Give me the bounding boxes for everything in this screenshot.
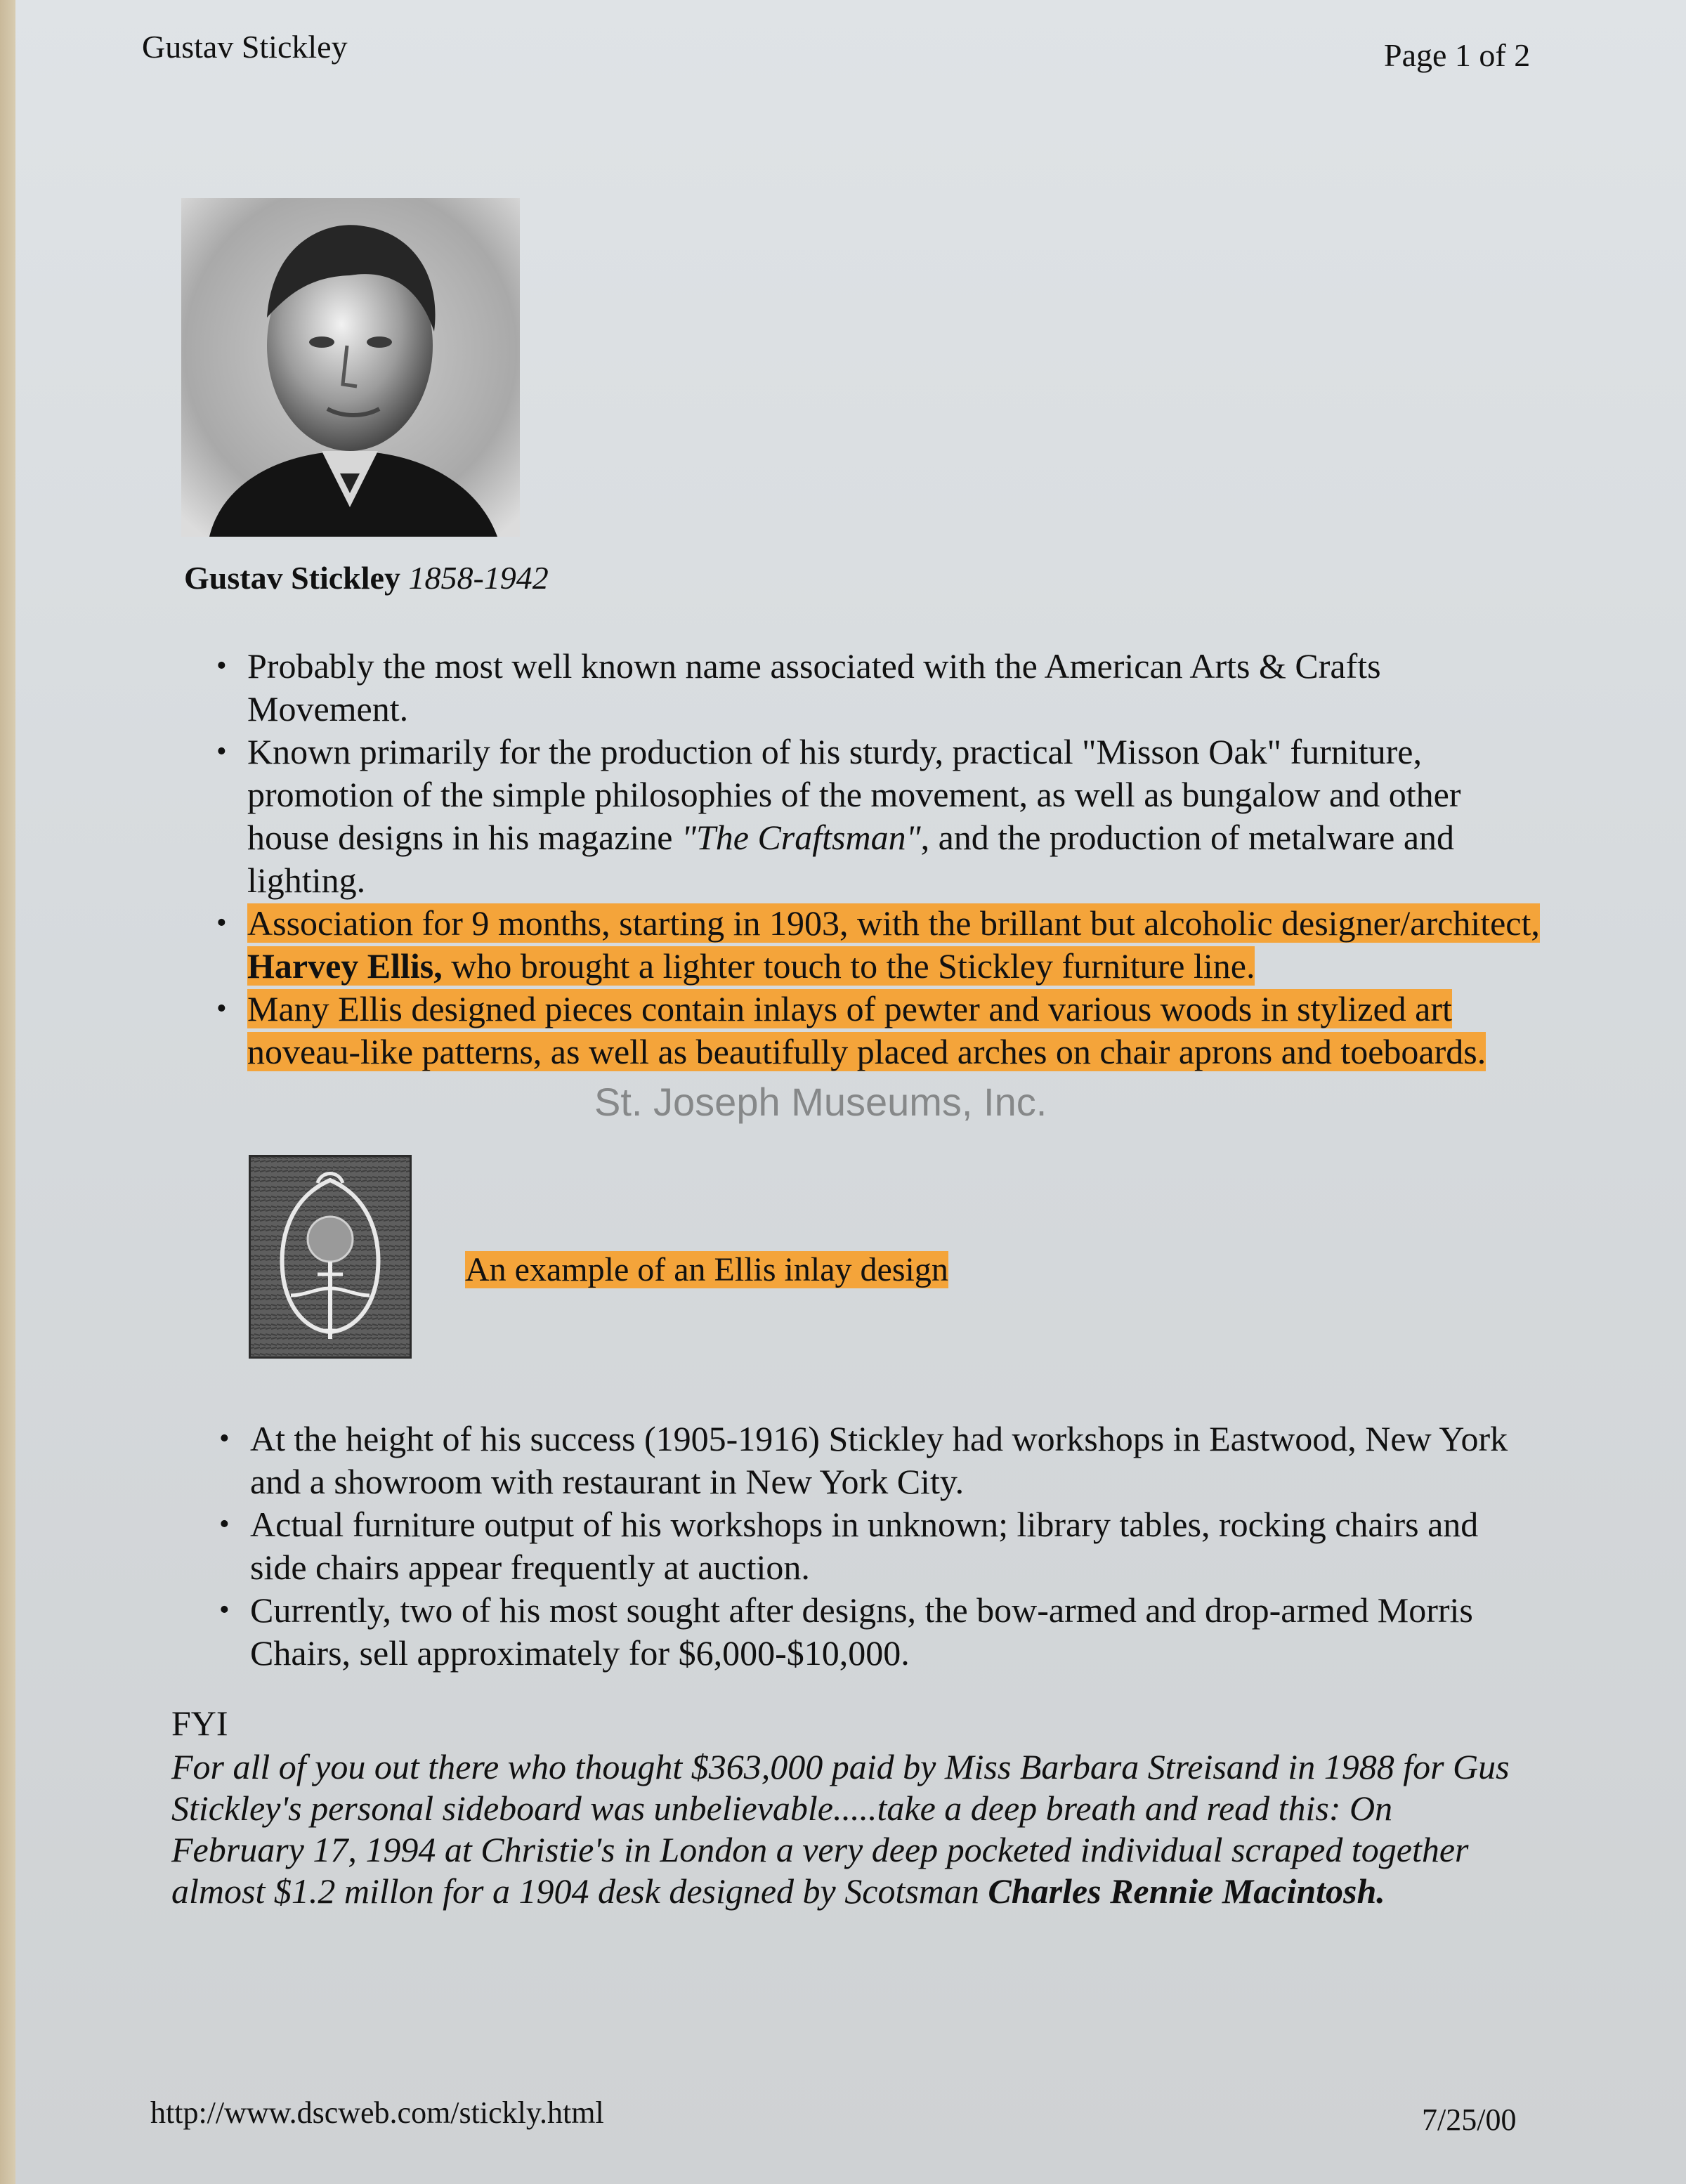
footer-date: 7/25/00: [1422, 2103, 1517, 2137]
inlay-caption: An example of an Ellis inlay design: [465, 1251, 948, 1288]
bullet-text: At the height of his success (1905-1916) Stickley had workshops in Eastwood, New York and a showroom with restaurant in New York City.: [250, 1419, 1508, 1501]
profile-name: Gustav Stickley: [184, 560, 400, 596]
list-item: [250, 1503, 1543, 1589]
fyi-paragraph: For all of you out there who thought $363,000 paid by Miss Barbara Streisand in 1988 for Gus Stickley's personal sideboard was unbelievable.....take a deep breath and read this: On February 17, 1994 at Christie's in London a very deep pocketed individual scraped together almost $1.2 millon for a 1904 desk designed by Scotsman Charles Rennie Macintosh.: [171, 1747, 1510, 1911]
list-item: [247, 731, 1540, 902]
profile-heading: [184, 559, 549, 596]
footer-url: http://www.dscweb.com/stickly.html: [150, 2095, 604, 2130]
harvey-ellis-name: Harvey Ellis,: [247, 946, 443, 986]
list-item: [250, 1418, 1543, 1503]
list-item: [247, 902, 1540, 988]
list-item: [247, 645, 1540, 731]
bullet-text: Association for 9 months, starting in 1903, with the brillant but alcoholic designer/architect,: [247, 903, 1540, 943]
portrait-photo: [181, 198, 520, 537]
list-item: [247, 988, 1540, 1073]
bullet-text: , and the production of metalware and lighting.: [247, 818, 1455, 900]
bullet-text: Probably the most well known name associated with the American Arts & Crafts Movement.: [247, 646, 1381, 728]
bullet-list-bottom: [250, 1418, 1543, 1675]
bullet-text: Actual furniture output of his workshops in unknown; library tables, rocking chairs and side chairs appear frequently at auction.: [250, 1505, 1479, 1587]
bullet-text: who brought a lighter touch to the Stickley furniture line.: [442, 946, 1255, 986]
magazine-title: "The Craftsman": [681, 818, 921, 857]
bullet-text: Currently, two of his most sought after designs, the bow-armed and drop-armed Morris Chairs, sell approximately for $6,000-$10,000.: [250, 1590, 1473, 1673]
bullet-text: Many Ellis designed pieces contain inlays of pewter and various woods in stylized art noveau-like patterns, as well as beautifully placed arches on chair aprons and toeboards.: [247, 989, 1486, 1071]
bullet-text: Known primarily for the production of his sturdy, practical "Misson Oak" furniture, promotion of the simple philosophies of the movement, as well as bungalow and other house designs in his magazine: [247, 732, 1461, 857]
header-title: Gustav Stickley: [142, 29, 348, 65]
bullet-list-top: [247, 645, 1540, 1073]
paper-edge: [0, 0, 15, 2184]
profile-dates: 1858-1942: [408, 560, 549, 596]
page-number: Page 1 of 2: [1384, 37, 1531, 73]
macintosh-name: Charles Rennie Macintosh.: [988, 1871, 1385, 1911]
fyi-heading: FYI: [171, 1704, 228, 1743]
watermark: St. Joseph Museums, Inc.: [594, 1080, 1047, 1124]
list-item: [250, 1589, 1543, 1675]
inlay-design-image: [249, 1155, 412, 1359]
